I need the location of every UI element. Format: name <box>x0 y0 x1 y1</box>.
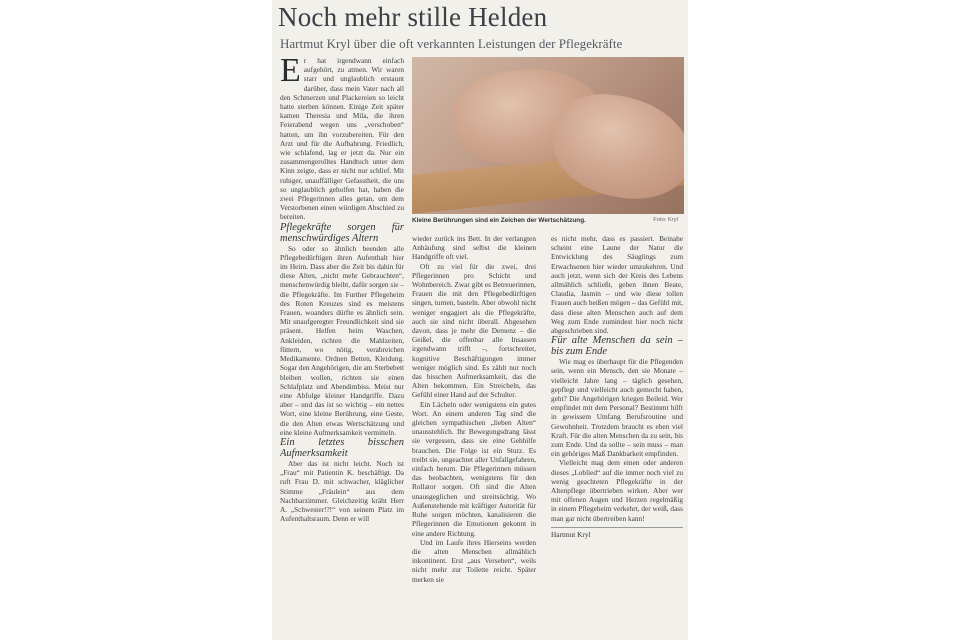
section-heading: Pflegekräfte sorgen für menschwürdiges Altern <box>280 221 404 244</box>
subheadline: Hartmut Kryl über die oft verkannten Leistungen der Pflegekräfte <box>280 36 623 51</box>
column-3 <box>551 234 683 640</box>
column-2 <box>412 234 536 640</box>
section-heading: Für alte Menschen da sein – bis zum Ende <box>551 335 683 358</box>
headline: Noch mehr stille Helden <box>278 2 548 32</box>
body-paragraph: Aber das ist nicht leicht. Noch ist „Frau“ mit Patientin K. beschäftigt. Da ruft Frau D. mit schwacher, kläglicher Stimme „Fräulein“ aus dem Nachbarzimmer. Gleichzeitig kräht Herr A. „Schwester!?!“ von seinem Platz im Aufenthaltsraum. Denn er will <box>280 458 404 524</box>
body-paragraph: Vielleicht mag dem einen oder anderen dieses „Loblied“ auf die immer noch viel zu wenig geachteten Pflegekräfte in der Altenpflege übertrieben wirken. Aber wer mit offenen Augen und Herzen regelmäßig in einem Pflegeheim verkehrt, der weiß, dass man gar nicht übertreiben kann! <box>551 458 683 523</box>
column-1 <box>280 56 404 640</box>
drop-cap: E <box>280 56 301 89</box>
intro-paragraph: Er hat irgendwann einfach aufgehört, zu atmen. Wir waren starr und unglaublich erstaunt darüber, dass mein Vater nach all den Schmerzen und Plackereien so leicht hatte sterben können. Einige Zeit später kamen Theresia und Mila, die ihren Feierabend wegen uns „verschoben“ hatten, um ihn vorzubereiten. Für den Arzt und für die Aufbahrung. Friedlich, wie schlafend, lag er jetzt da. Nur ein zusammengerolltes Handtuch unter dem Kinn zeigte, dass er nicht nur schlief. Mit ruhiger, unauffälliger Gefasstheit, die uns so unglaublich geholfen hat, haben die zwei Pflegerinnen alles getan, um dem Verstorbenen einen würdigen Abschied zu bereiten. <box>280 56 404 222</box>
body-paragraph: wieder zurück ins Bett. In der verlangten Anhäufung sind selbst die kleinen Handgriffe oft viel. <box>412 234 536 262</box>
body-paragraph: Wie mag es überhaupt für die Pflegenden sein, wenn ein Mensch, den sie Monate – vielleicht Jahre lang – täglich gesehen, gepflegt und vielleicht auch gemocht haben, geht? Die Angehörigen kriegen Beileid. Wer empfindet mit dem Personal? Bestimmt hilft in gewissem Umfang Berufsroutine und Gewohnheit. Trotzdem braucht es eben viel Kraft. Für die alten Menschen da zu sein, bis zum Ende. Und da sollte – sein muss – man ein gehöriges Maß Dankbarkeit empfinden. <box>551 357 683 459</box>
section-heading: Ein letztes bisschen Aufmerksamkeit <box>280 436 404 459</box>
photo-caption: Kleine Berührungen sind ein Zeichen der Wertschätzung. Foto: Kryl <box>412 217 678 224</box>
body-paragraph: es nicht mehr, dass es passiert. Beinahe scheint eine Laune der Natur die Entwicklung des Säuglings zum Erwachsenen hier wieder umzukehren. Und auch jetzt, wenn sich der Kreis des Lebens allmählich schließt, geben ihnen Beate, Claudia, Jasmin – und wie diese tollen Frauen auch heißen mögen – das Gefühl mit, dass diese alten Menschen auch auf dem Weg zum Ende zumindest hier noch nicht abgeschrieben sind. <box>551 234 683 336</box>
newspaper-page <box>272 0 688 640</box>
body-paragraph: Ein Lächeln oder wenigstens ein gutes Wort. An einem anderen Tag sind die gleichen sympathischen „lieben Alten“ unausstehlich. Ihr Bewegungsdrang lässt sie vergessen, dass sie eine Gehhilfe brauchen. Die Folge ist ein Sturz. Es treibt sie, ungeachtet aller Unfallgefahren, einfach herum. Die Pflegerinnen müssen das beobachten, wenigstens für den Rollator sorgen. Oft sind die Alten unausgeglichen und streitsüchtig. Wo Außenstehende mit kräftiger Autorität für Ruhe sorgen möchten, kanalisieren die Pflegerinnen die Emotionen gekonnt in eine andere Richtung. <box>412 399 536 538</box>
photo-credit: Foto: Kryl <box>653 217 678 223</box>
author-signature: Hartmut Kryl <box>551 527 683 539</box>
hands-photo <box>412 57 684 214</box>
body-paragraph: Und im Laufe ihres Hierseins werden die alten Menschen allmählich inkontinent. Erst „aus Versehen“, weils nicht mehr zur Toilette reicht. Später merken sie <box>412 537 536 584</box>
body-paragraph: So oder so ähnlich beenden alle Pflegebedürftigen ihren Aufenthalt hier im Heim. Dass aber die Zeit bis dahin für diese Alten, „nicht mehr Gebrauchten“, menschenwürdig bleibt, dafür sorgen sie – die Pflegekräfte. Im Further Pflegeheim des Roten Kreuzes sind es meistens Frauen, woanders dürfte es ähnlich sein. Mit unaufgeregter Freundlichkeit sind sie präsent. Helfen beim Waschen, Ankleiden, richten die Mahlzeiten, füttern, wo nötig, verabreichen Medikamente. Ordnen Betten, Kleidung. Sogar den Angehörigen, die am Sterbebett bleiben wollen, richten sie einen Schlafplatz und Abendimbiss. Meist nur eine Abfolge kleiner Handgriffe. Dazu aber – und das ist so wichtig – ein nettes Wort, eine kleine Berührung, eine Geste, die den Alten etwas Wertschätzung und eine kleine Aufmerksamkeit vermitteln. <box>280 243 404 437</box>
body-paragraph: Oft zu viel für die zwei, drei Pflegerinnen pro Schicht und Wohnbereich. Zwar gibt es Betreuerinnen, Frauen die mit den Pflegebedürftigen singen, turnen, basteln. Aber obwohl nicht weniger engagiert als die Pflegekräfte, auch sie sind nicht überall. Abgesehen davon, dass je mehr die Demenz – die Geißel, die offenbar alle Insassen irgendwann trifft –, fortschreitet, kognitive Beschäftigungen immer weniger möglich sind. Es zählt nur noch das bisschen Aufmerksamkeit, das die Alten bekommen. Ein Streicheln, das Gefühl einer Hand auf der Schulter. <box>412 261 536 400</box>
